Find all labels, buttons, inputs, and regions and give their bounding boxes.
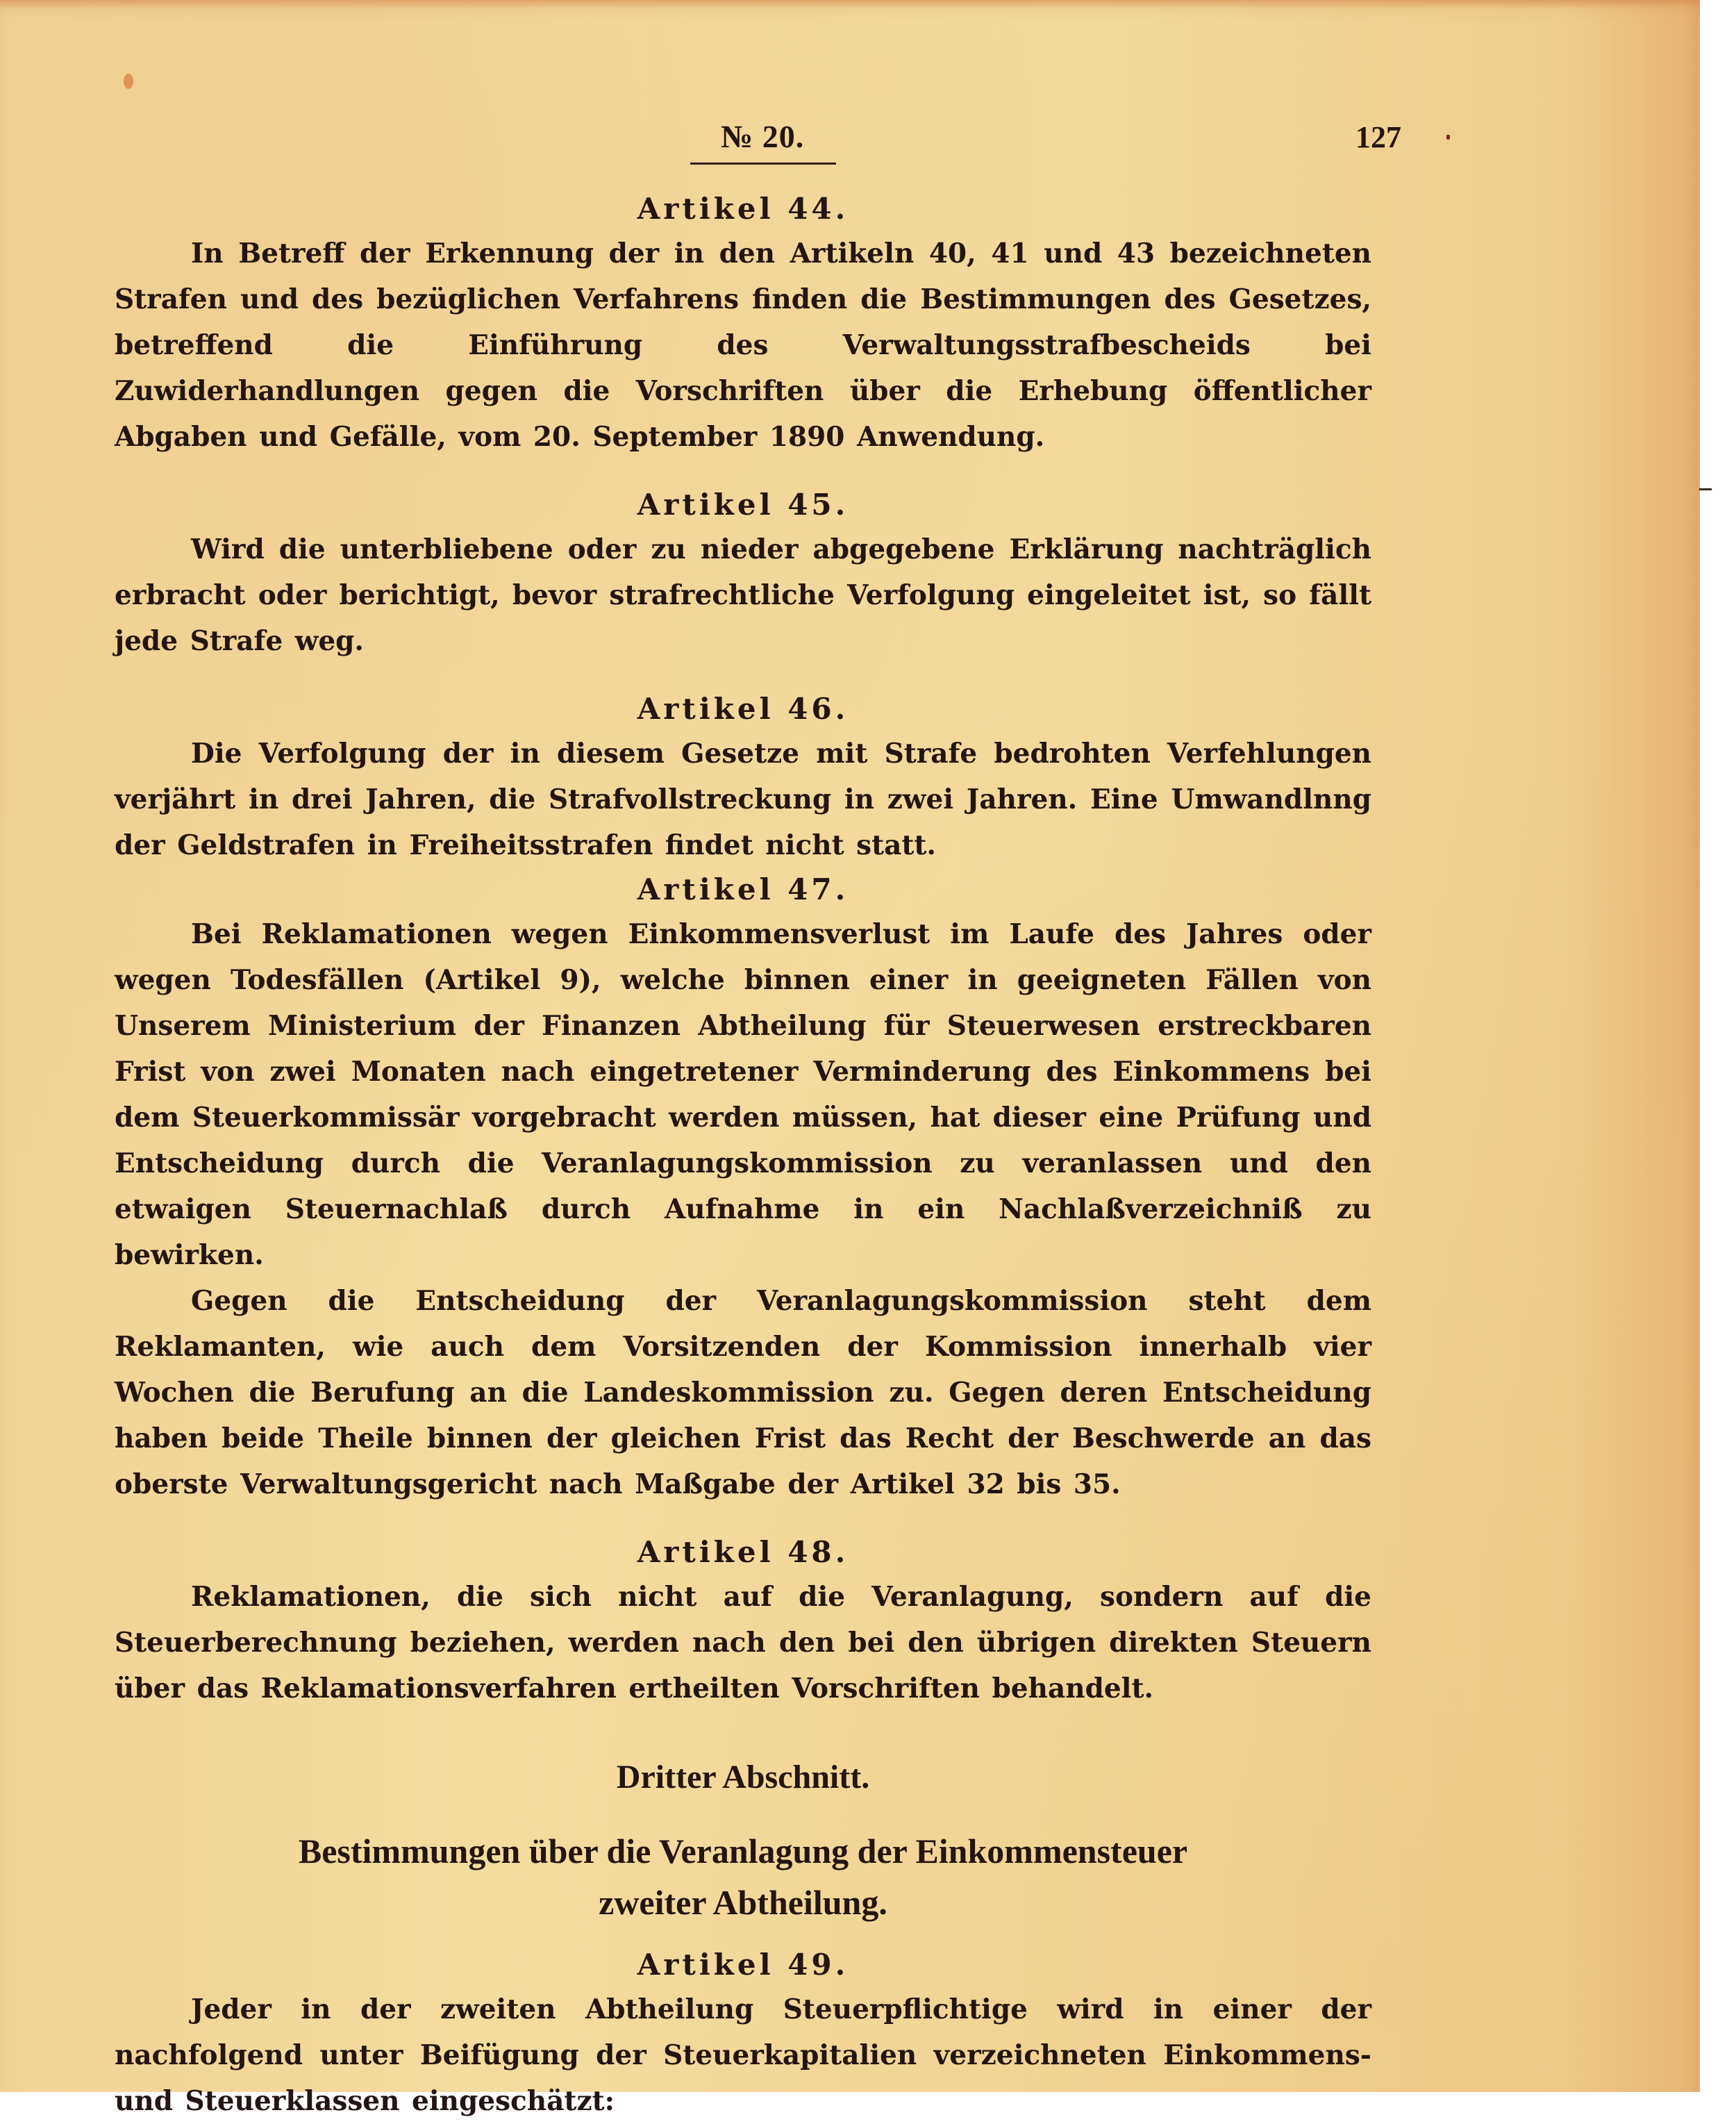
article-paragraph: In Betreff der Erkennung der in den Artikeln 40, 41 und 43 bezeichneten Strafen und des bezüglichen Verfahrens finden die Bestimmungen des Gesetzes, betreffend die Einführung des Verwaltungsstrafbescheids bei Zuwiderhandlungen gegen die Vorschriften über die Erhebung öffentlicher Abgaben und Gefälle, vom 20. September 1890 Anwendung. bbox=[115, 238, 1371, 453]
section-subtitle-line-1: Bestimmungen über die Veranlagung der Einkommensteuer bbox=[298, 1832, 1188, 1870]
article-heading: Artikel 49. bbox=[637, 1948, 849, 1982]
section-header bbox=[115, 1753, 1371, 1928]
article-paragraph: Die Verfolgung der in diesem Gesetze mit Strafe bedrohten Verfehlungen verjährt in drei Jahren, die Strafvollstreckung in zwei Jahren. Eine Umwandlnng der Geldstrafen in Freiheitsstrafen findet nicht statt. bbox=[115, 738, 1371, 861]
page-body bbox=[115, 188, 1371, 2124]
article-heading: Artikel 46. bbox=[637, 692, 849, 726]
article-paragraph: Jeder in der zweiten Abtheilung Steuerpflichtige wird in einer der nachfolgend unter Beifügung der Steuerkapitalien verzeichneten Einkommens- und Steuerklassen eingeschätzt: bbox=[115, 1993, 1371, 2117]
issue-number: № 20. bbox=[721, 119, 805, 154]
article-heading: Artikel 48. bbox=[637, 1535, 849, 1569]
article-47 bbox=[115, 868, 1371, 1507]
article-paragraph: Gegen die Entscheidung der Veranlagungskommission steht dem Reklamanten, wie auch dem Vorsitzenden der Kommission innerhalb vier Wochen die Berufung an die Landeskommission zu. Gegen deren Entscheidung haben beide Theile binnen der gleichen Frist das Recht der Beschwerde an das oberste Verwaltungsgericht nach Maßgabe der Artikel 32 bis 35. bbox=[115, 1285, 1371, 1500]
article-48 bbox=[115, 1531, 1371, 1711]
article-paragraph: Wird die unterbliebene oder zu nieder abgegebene Erklärung nachträglich erbracht oder berichtigt, bevor strafrechtliche Verfolgung eingeleitet ist, so fällt jede Strafe weg. bbox=[115, 533, 1371, 657]
section-subtitle-line-2: zweiter Abtheilung. bbox=[599, 1883, 887, 1922]
article-49 bbox=[115, 1943, 1371, 2124]
section-title: Dritter Abschnitt. bbox=[616, 1759, 870, 1795]
article-45 bbox=[115, 483, 1371, 664]
article-paragraph: Reklamationen, die sich nicht auf die Veranlagung, sondern auf die Steuerberechnung beziehen, werden nach den bei den übrigen direkten Steuern über das Reklamationsverfahren ertheilten Vorschriften behandelt. bbox=[115, 1581, 1371, 1704]
article-heading: Artikel 47. bbox=[637, 872, 849, 906]
page-number: 127 bbox=[1355, 120, 1401, 154]
page-top-edge-shading bbox=[0, 0, 1700, 8]
article-heading: Artikel 45. bbox=[637, 488, 849, 522]
article-44 bbox=[115, 188, 1371, 460]
margin-mark bbox=[1699, 488, 1712, 490]
article-heading: Artikel 44. bbox=[637, 192, 849, 226]
article-paragraph: Bei Reklamationen wegen Einkommensverlust im Laufe des Jahres oder wegen Todesfällen (Artikel 9), welche binnen einer in geeigneten Fällen von Unserem Ministerium der Finanzen Abtheilung für Steuerwesen erstreckbaren Frist von zwei Monaten nach eingetretener Verminderung des Einkommens bei dem Steuerkommissär vorgebracht werden müssen, hat dieser eine Prüfung und Entscheidung durch die Veranlagungskommission zu veranlassen und den etwaigen Steuernachlaß durch Aufnahme in ein Nachlaßverzeichniß zu bewirken. bbox=[115, 918, 1371, 1271]
issue-number-underline bbox=[690, 163, 836, 165]
ink-dot bbox=[1446, 135, 1450, 140]
paper-stain bbox=[124, 74, 133, 89]
article-46 bbox=[115, 688, 1371, 868]
page-header bbox=[0, 118, 1700, 174]
